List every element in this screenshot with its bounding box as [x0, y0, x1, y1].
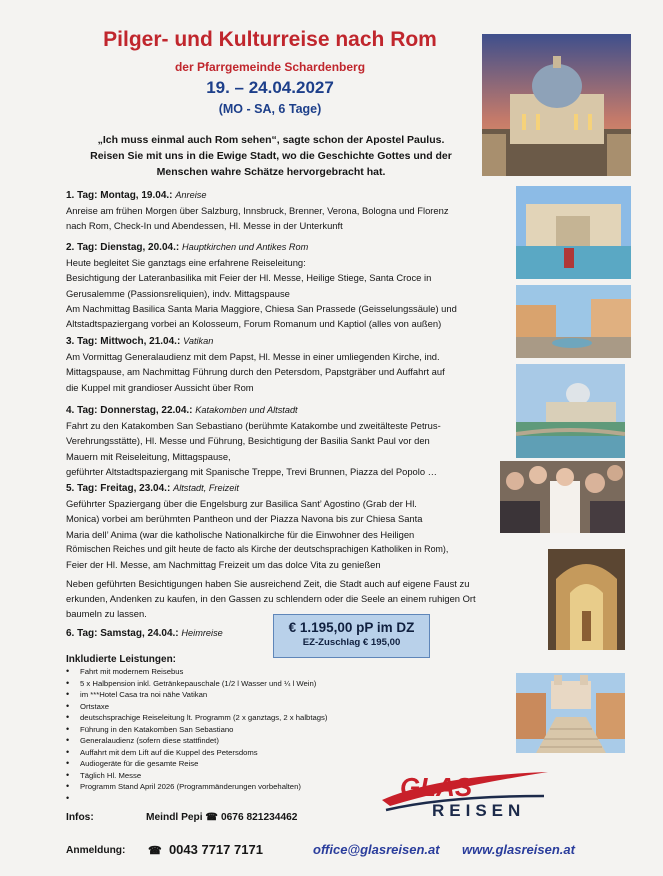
list-item: • Täglich Hl. Messe: [66, 770, 327, 782]
photo-spanish-steps: [516, 673, 625, 753]
day-line: Am Nachmittag Basilica Santa Maria Maggiore, Chiesa San Prassede (Geisselungssäule) und: [66, 302, 457, 314]
day-line: Anreise am frühen Morgen über Salzburg, Innsbruck, Brenner, Verona, Bologna und Florenz: [66, 205, 449, 217]
day-title: 5. Tag: Freitag, 23.04.:: [66, 483, 171, 494]
photo-church-interior: [548, 549, 625, 650]
day-title: 6. Tag: Samstag, 24.04.:: [66, 628, 179, 639]
day-line: Mittagspause, am Nachmittag Führung durch den Petersdom, Papstgräber und Auffahrt auf: [66, 366, 445, 378]
free-time-line: Neben geführten Besichtigungen haben Sie ausreichend Zeit, die Stadt auch auf eigene Faust zu: [66, 578, 470, 589]
travel-duration: (MO - SA, 6 Tage): [218, 102, 322, 116]
day-line: die Kuppel mit grandioser Aussicht über Rom: [66, 381, 254, 393]
day-heading: [66, 626, 266, 641]
single-room-supplement: EZ-Zuschlag € 195,00: [302, 637, 401, 648]
list-item: • Ortstaxe: [66, 701, 327, 713]
travel-dates: 19. – 24.04.2027: [206, 78, 334, 97]
photo-piazza-navona: [516, 285, 631, 358]
registration-phone: [148, 842, 263, 857]
email-link[interactable]: office@glasreisen.at: [313, 842, 440, 857]
day-theme: Heimreise: [181, 628, 223, 638]
intro-quote: [66, 132, 476, 180]
price-main: € 1.195,00 pP im DZ: [288, 620, 415, 635]
day-heading: [66, 240, 506, 255]
day-line: nach Rom, Check-In und Abendessen, Hl. Messe in der Unterkunft: [66, 220, 343, 232]
day-heading: [66, 334, 498, 349]
day-theme: Katakomben und Altstadt: [195, 405, 298, 415]
day-4-section: [66, 403, 498, 479]
list-item: • deutschsprachige Reiseleitung lt. Programm (2 x ganztags, 2 x halbtags): [66, 712, 327, 724]
list-item: • Programm Stand April 2026 (Programmänderungen vorbehalten): [66, 781, 327, 793]
day-line: Mauern mit Reiseleitung, Mittagspause,: [66, 450, 231, 462]
day-theme: Altstadt, Freizeit: [173, 483, 239, 493]
list-item: • Führung in den Katakomben San Sebastiano: [66, 724, 327, 736]
quote-line: Menschen wahre Schätze hervorgebracht hat.: [156, 166, 386, 178]
day-title: 3. Tag: Mittwoch, 21.04.:: [66, 336, 181, 347]
photo-pope-audience: [500, 461, 625, 533]
photo-st-peters-basilica: [482, 34, 631, 176]
registration-label: Anmeldung:: [66, 845, 126, 856]
free-time-line: baumeln zu lassen.: [66, 608, 147, 620]
day-5-section: [66, 481, 506, 572]
list-item: • 5 x Halbpension inkl. Getränkepauschale (1/2 l Wasser und ¼ l Wein): [66, 678, 327, 690]
day-line: Fahrt zu den Katakomben San Sebastiano (berühmte Katakombe und zweitälteste Petrus-: [66, 420, 441, 432]
day-line: Feier der Hl. Messe, am Nachmittag Freizeit um das dolce Vita zu genießen: [66, 559, 381, 571]
list-item: • im ***Hotel Casa tra noi nähe Vatikan: [66, 689, 327, 701]
day-line: Verehrungsstätte), Hl. Messe und Führung, Besichtigung der Basilia Sankt Paul vor den: [66, 435, 430, 447]
day-heading: [66, 481, 506, 496]
quote-line: „Ich muss einmal auch Rom sehen“, sagte schon der Apostel Paulus.: [97, 134, 445, 146]
included-services-list: [66, 666, 327, 793]
quote-line: Reisen Sie mit uns in die Ewige Stadt, wo die Geschichte Gottes und der: [90, 150, 452, 162]
list-item: • Generalaudienz (sofern diese stattfindet): [66, 735, 327, 747]
day-line: Maria dell’ Anima (war die katholische Nationalkirche für die Einwohner des Heiligen: [66, 528, 415, 540]
phone-number: 0043 7717 7171: [168, 842, 263, 857]
day-line: Geführter Spaziergang über die Engelsburg zur Basilica Sant’ Agostino (Grab der Hl.: [66, 498, 417, 510]
free-time-line: erkunden, Andenken zu kaufen, in den Gassen zu schlendern oder die Seele an einem ruhigen Ort: [66, 593, 476, 605]
day-line: Römischen Reiches und gilt heute de facto als Kirche der deutschsprachigen Katholiken in Rom),: [66, 543, 449, 554]
day-3-section: [66, 334, 498, 395]
price-box: [273, 614, 430, 658]
day-theme: Anreise: [175, 190, 207, 200]
day-6-section: [66, 626, 266, 641]
day-theme: Hauptkirchen und Antikes Rom: [181, 242, 309, 252]
day-1-section: [66, 188, 514, 234]
photo-trevi-fountain: [516, 186, 631, 279]
list-item: • Auffahrt mit dem Lift auf die Kuppel des Petersdoms: [66, 747, 327, 759]
website-link[interactable]: www.glasreisen.at: [462, 842, 575, 857]
included-services-heading: Inkludierte Leistungen:: [66, 654, 177, 665]
logo-tagline: REISEN: [432, 801, 526, 820]
list-item: • Fahrt mit modernem Reisebus: [66, 666, 327, 678]
day-2-section: [66, 240, 506, 331]
day-title: 2. Tag: Dienstag, 20.04.:: [66, 242, 180, 253]
phone-icon: ☎: [148, 845, 162, 857]
photo-vatican-tiber: [516, 364, 625, 458]
day-heading: [66, 403, 498, 418]
page-title: Pilger- und Kulturreise nach Rom: [103, 28, 437, 51]
page-subtitle: der Pfarrgemeinde Schardenberg: [174, 60, 366, 74]
day-title: 1. Tag: Montag, 19.04.:: [66, 190, 173, 201]
list-item: • Audiogeräte für die gesamte Reise: [66, 758, 327, 770]
day-theme: Vatikan: [183, 336, 214, 346]
contact-person: Meindl Pepi ☎ 0676 821234462: [146, 812, 298, 823]
day-heading: [66, 188, 514, 203]
day-line: Monica) vorbei am berühmten Pantheon und der Piazza Navona bis zur Chiesa Santa: [66, 513, 423, 525]
day-line: Altstadtspaziergang vorbei an Kolosseum, Forum Romanum und Kaptiol (alles von außen): [66, 318, 442, 330]
day-line: Heute begleitet Sie ganztags eine erfahrene Reiseleitung:: [66, 257, 306, 269]
day-line: Gerusalemme (Passionsreliquien), indv. Mittagspause: [66, 287, 290, 299]
logo-brand: GLAS: [400, 772, 473, 802]
day-line: geführter Altstadtspaziergang mit Spanische Treppe, Trevi Brunnen, Piazza del Popolo …: [66, 465, 438, 477]
day-line: Besichtigung der Lateranbasilika mit Feier der Hl. Messe, Heilige Stiege, Santa Croce in: [66, 272, 432, 284]
day-title: 4. Tag: Donnerstag, 22.04.:: [66, 405, 193, 416]
infos-label: Infos:: [66, 812, 94, 823]
day-line: Am Vormittag Generalaudienz mit dem Papst, Hl. Messe in einer umliegenden Kirche, ind.: [66, 351, 440, 363]
